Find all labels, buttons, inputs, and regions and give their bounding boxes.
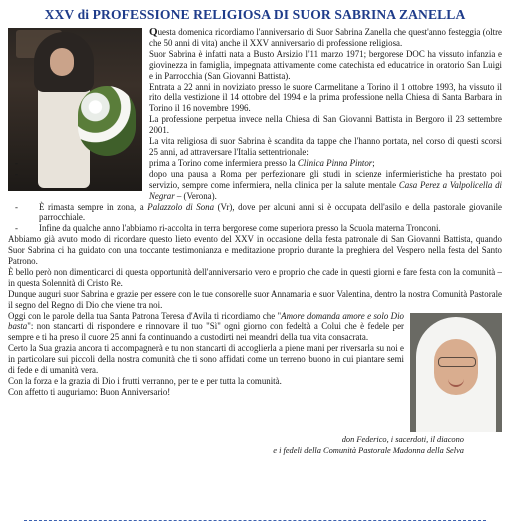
stages-list: [8, 158, 502, 234]
intro-text: uesta domenica ricordiamo l'anniversario di Suor Sabrina Zanella che quest'anno festeggia (oltre che 50 anni di vita) anche il XXV anniversario di professione religiosa.: [149, 27, 502, 48]
list-item: - È rimasta sempre in zona, a Palazzolo di Sona (Vr), dove per alcuni anni si è occupata dell'asilo e della pastorale giovanile parrocchiale.: [39, 202, 502, 224]
signature-block: [8, 434, 502, 456]
signature-line-1: don Federico, i sacerdoti, il diacono: [341, 434, 464, 444]
paragraph-greeting: Con affetto ti auguriamo: Buon Anniversario!: [8, 386, 171, 397]
article-body: [8, 27, 502, 456]
article-title: XXV di PROFESSIONE RELIGIOSA DI SUOR SABRINA ZANELLA: [44, 7, 466, 22]
portrait-glasses: [438, 357, 476, 367]
photo-sister-portrait: [410, 313, 502, 432]
list-item: - prima a Torino come infermiera presso la Clinica Pinna Pintor;: [39, 158, 502, 169]
paragraph-perpetual: La professione perpetua invece nella Chiesa di San Giovanni Battista in Bergoro il 23 settembre 2001.: [149, 114, 502, 136]
photo-face: [50, 48, 74, 76]
list-item: - dopo una pausa a Roma per perfezionare gli studi in scienze infermieristiche ha prestato poi servizio, sempre come infermiera, nella clinica per la salute mentale Casa Perez a Valpolicella di Negrar – (Verona).: [39, 169, 502, 202]
paragraph-grace: Certo la Sua grazia ancora ti accompagnerà e tu non stancarti di accoglierla a piene mani per riversarla su noi e in particolare sui piccoli della nostra comunità che ti sono affidati come un terreno buono in cui piantare semi di fede e di umanità vera.: [8, 343, 404, 376]
paragraph-novitiate: Entrata a 22 anni in noviziato presso le suore Carmelitane a Torino il 1 ottobre 1993, ha vissuto il rito della vestizione il 14 ottobre del 1994 e la prima professione nella Chiesa di Santa Barbara in Torino il 16 novembre 1996.: [149, 81, 502, 114]
drop-cap: Q: [149, 26, 158, 38]
paragraph-fruits: Con la forza e la grazia di Dio i frutti verranno, per te e per tutta la comunità.: [8, 376, 282, 386]
paragraph-teresa: Oggi con le parole della tua Santa Patrona Teresa d'Avila ti ricordiamo che "Amore domanda amore e solo Dio basta": non stancarti di rispondere e rinnovare il tuo "Sì" ogni giorno con fedeltà a Colui che è fedele per sempre e ti ha preso il cuore 25 anni fa continuando a custodirti nei meandri della tua vita consacrata.: [8, 310, 404, 343]
list-item: - Infine da qualche anno l'abbiamo ri-accolta in terra bergorese come superiora presso la Scuola materna Tronconi.: [39, 223, 502, 234]
paragraph-feast: Abbiamo già avuto modo di ricordare questo lieto evento del XXV in occasione della festa patronale di San Giovanni Battista, quando Suor Sabrina ci ha guidato con una toccante testimonianza e meditazione proprio durante la preghiera del Vespero nella festa del Santo Patrono.: [8, 234, 502, 267]
paragraph-stages: La vita religiosa di suor Sabrina è scandita da tappe che l'hanno portata, nel corso di questi scorsi 25 anni, ad attraversare l'Italia settentrionale:: [149, 136, 502, 157]
bottom-divider: [24, 520, 486, 521]
paragraph-wishes: Dunque auguri suor Sabrina e grazie per essere con le tue consorelle suor Annamaria e suor Valentina, dentro la nostra Comunità Pastorale il segno del Regno di Dio che viene tra noi.: [8, 288, 502, 310]
photo-flower-bouquet: [78, 86, 136, 156]
signature-line-2: e i fedeli della Comunità Pastorale Madonna della Selva: [273, 445, 464, 455]
paragraph-anniversary: È bello però non dimenticarci di questa opportunità dell'anniversario vero e proprio che cade in questi giorni e fare festa con la comunità – in questa Solennità di Cristo Re.: [8, 266, 502, 288]
paragraph-birth: Suor Sabrina è infatti nata a Busto Arsizio l'11 marzo 1971; bergorese DOC ha vissuto infanzia e giovinezza in famiglia, impegnata attivamente come catechista ed educatrice in oratorio San Luigi e in Parrocchia (San Giovanni Battista).: [149, 48, 502, 81]
